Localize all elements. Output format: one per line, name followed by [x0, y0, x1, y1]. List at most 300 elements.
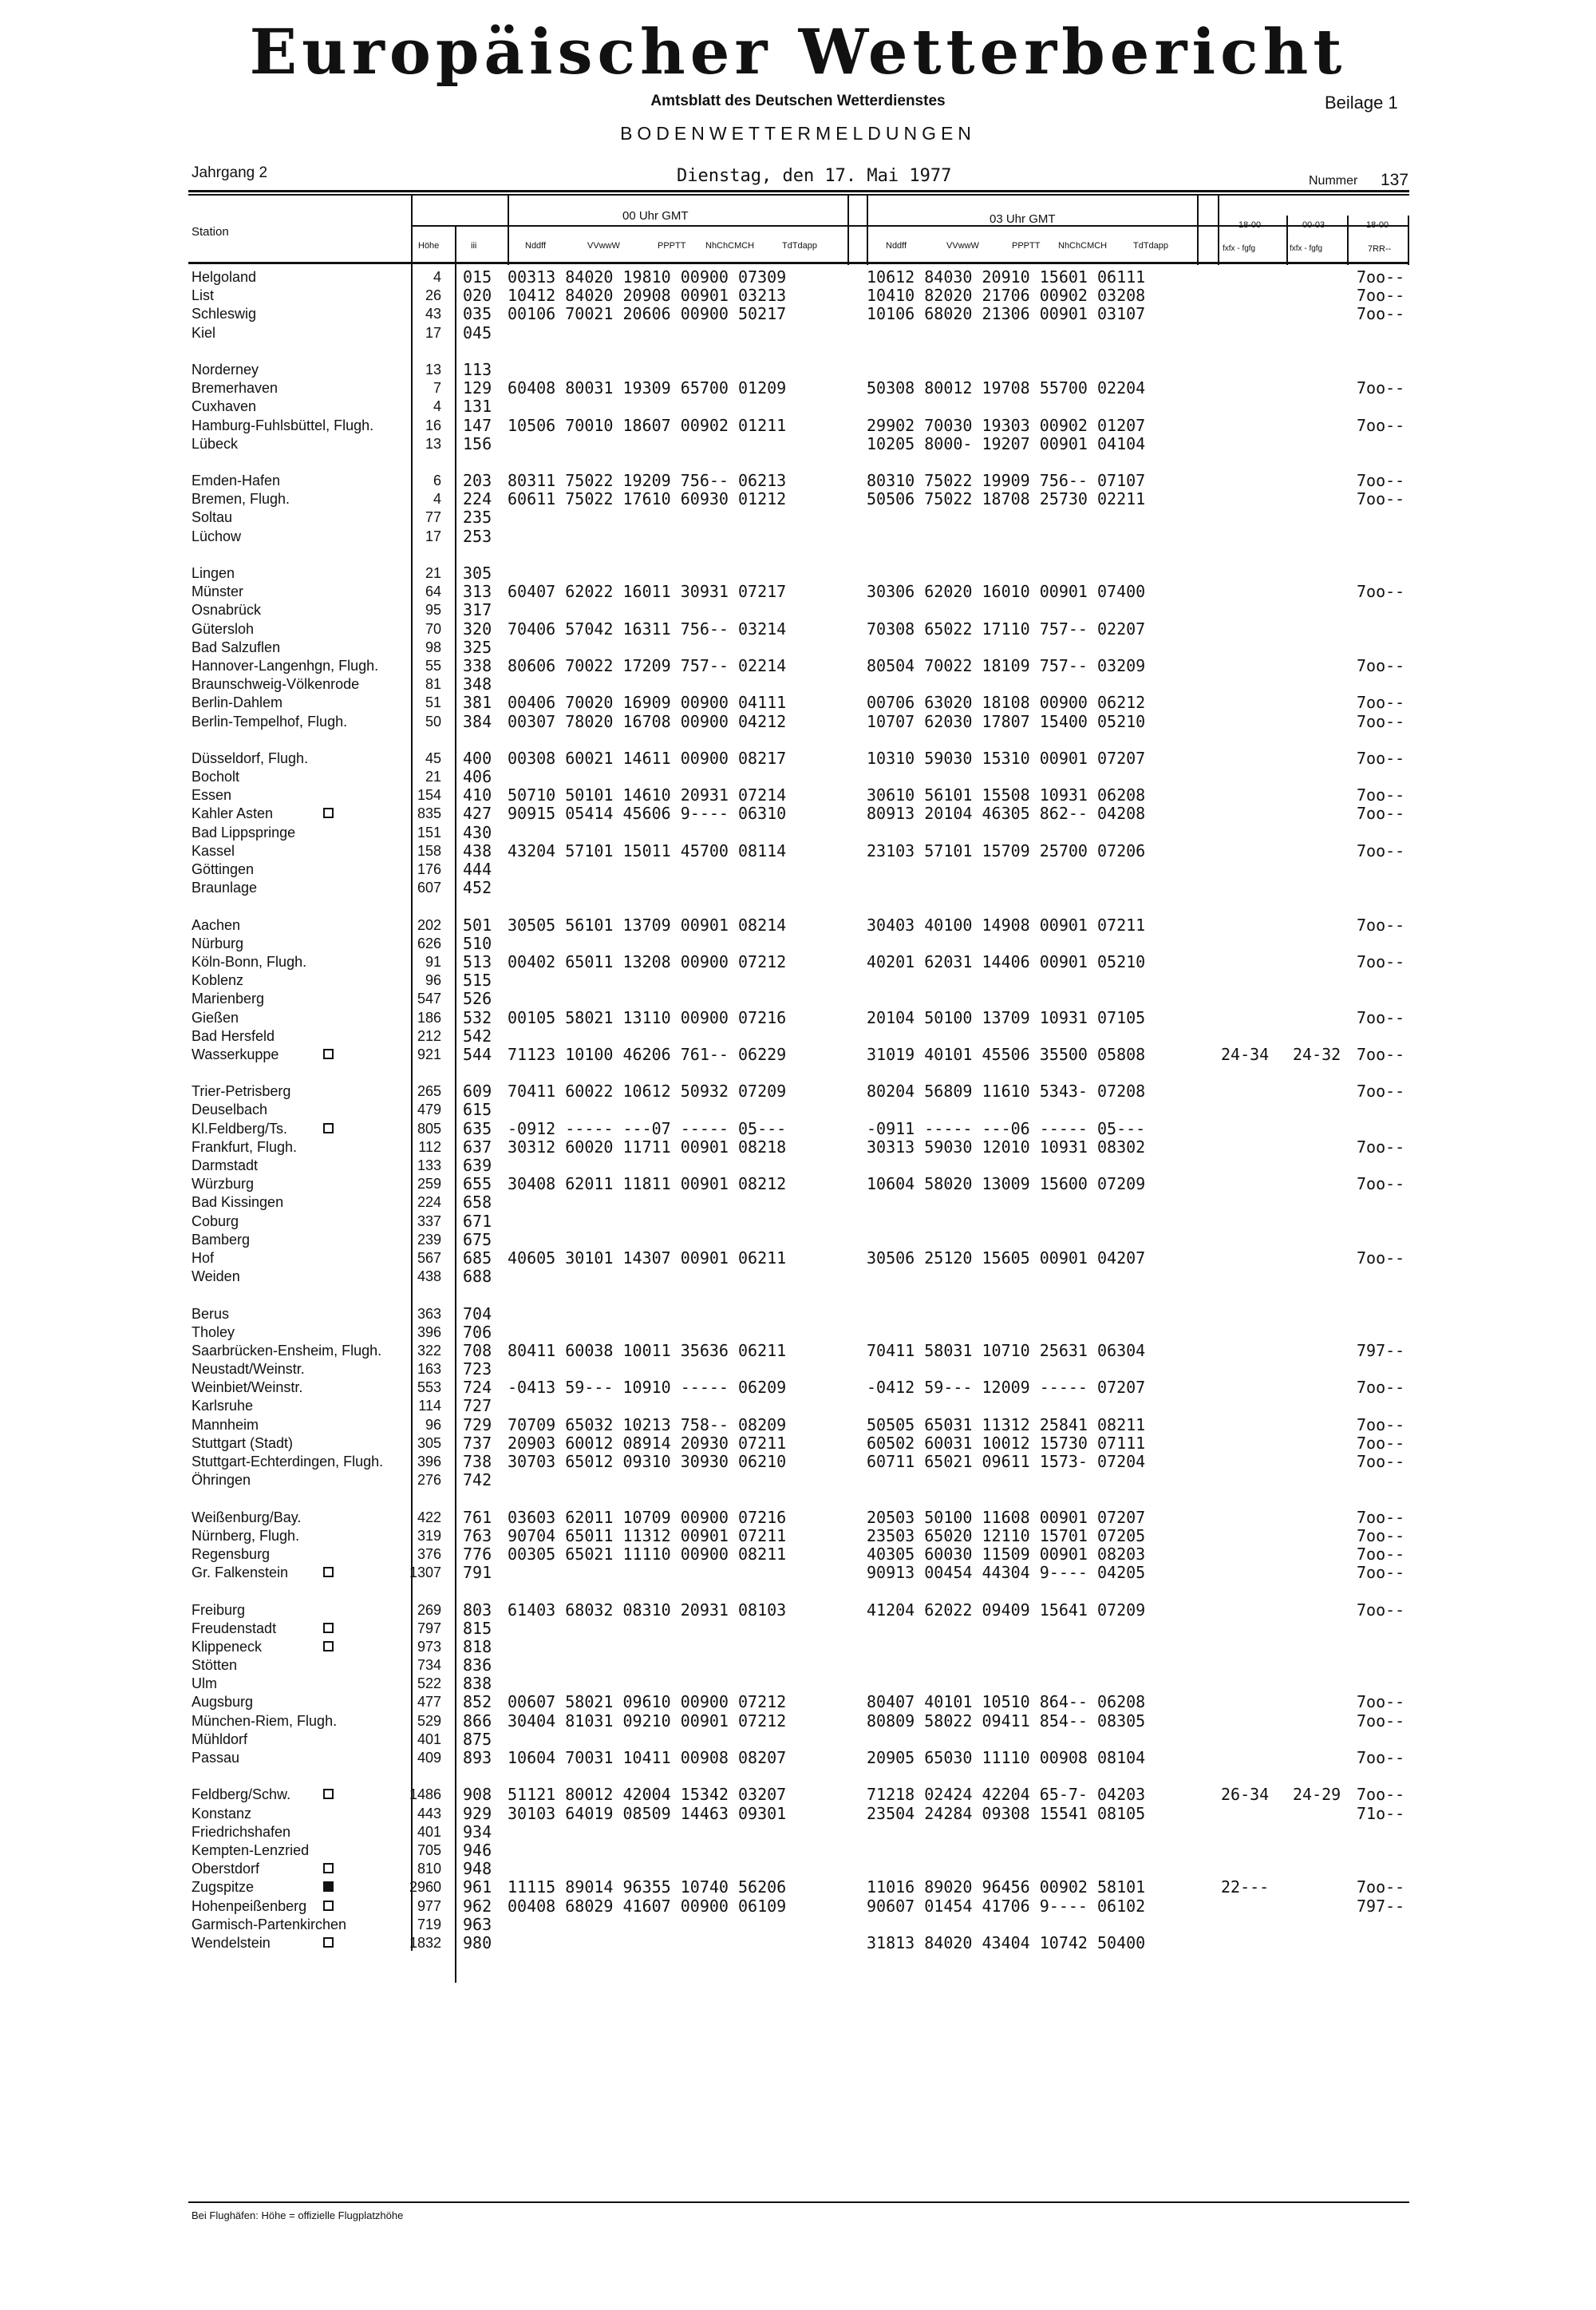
gust-b — [1293, 1434, 1357, 1453]
gust-a — [1221, 1323, 1285, 1342]
gust-a — [1221, 1231, 1285, 1249]
gust-b — [1293, 361, 1357, 379]
station-iii: 406 — [463, 768, 492, 787]
gust-a — [1221, 1360, 1285, 1378]
station-hoehe: 305 — [417, 1434, 441, 1451]
obs-03 — [867, 1212, 1202, 1231]
station-hoehe — [403, 731, 441, 750]
gust-a — [1221, 1453, 1285, 1471]
station-iii: 866 — [463, 1711, 492, 1731]
obs-00 — [508, 1823, 851, 1841]
precip — [1357, 546, 1428, 564]
station-name: Stuttgart (Stadt) — [192, 1434, 294, 1451]
gust-a — [1221, 1120, 1285, 1138]
station-hoehe: 567 — [417, 1249, 441, 1266]
gust-a — [1221, 324, 1285, 342]
col-nddff: Nddff — [525, 241, 547, 251]
station-hoehe: 13 — [425, 361, 441, 378]
precip — [1357, 1582, 1428, 1600]
gust-a — [1221, 1193, 1285, 1212]
obs-03 — [867, 971, 1202, 990]
station-iii: 384 — [463, 712, 492, 731]
obs-03-column — [867, 268, 1202, 1952]
obs-00 — [508, 1656, 851, 1675]
station-hoehe: 921 — [417, 1046, 441, 1062]
station-iii: 317 — [463, 601, 492, 620]
obs-00 — [508, 361, 851, 379]
station-name: Passau — [192, 1750, 240, 1766]
gust-b — [1293, 990, 1357, 1008]
station-iii: 763 — [463, 1526, 492, 1545]
gust-b — [1293, 713, 1357, 731]
col-18-00: 18-00 — [1238, 220, 1262, 230]
gust-b — [1293, 1582, 1357, 1600]
station-hoehe: 553 — [417, 1379, 441, 1396]
station-iii: 893 — [463, 1749, 492, 1767]
station-iii: 338 — [463, 656, 492, 675]
station-iii: 020 — [463, 287, 492, 306]
station-iii: 035 — [463, 305, 492, 324]
obs-03: -0412 59--- 12009 ----- 07207 — [867, 1378, 1146, 1398]
station-hoehe: 4 — [433, 269, 441, 285]
obs-00 — [508, 398, 851, 416]
gust-00-03-column — [1293, 268, 1357, 1952]
obs-00: 00408 68029 41607 00900 06109 — [508, 1897, 787, 1916]
station-hoehe: 1307 — [409, 1564, 441, 1581]
subtitle: Amtsblatt des Deutschen Wetterdienstes — [650, 93, 946, 109]
gust-a — [1221, 694, 1285, 712]
station-iii: 875 — [463, 1730, 492, 1749]
obs-00 — [508, 1305, 851, 1323]
obs-00: 90704 65011 11312 00901 07211 — [508, 1526, 787, 1545]
precip: 7oo-- — [1357, 1248, 1405, 1268]
station-name: Oberstdorf — [192, 1860, 431, 1878]
rule — [188, 2201, 1409, 2203]
station-name — [192, 342, 431, 361]
station-iii: 761 — [463, 1508, 492, 1527]
obs-00: 30312 60020 11711 00901 08218 — [508, 1137, 787, 1157]
station-name: Koblenz — [192, 972, 244, 989]
station-hoehe: 45 — [425, 750, 441, 766]
station-name: Helgoland — [192, 269, 257, 285]
obs-00 — [508, 1564, 851, 1582]
station-name — [192, 897, 431, 916]
station-iii: 727 — [463, 1397, 492, 1416]
station-hoehe: 265 — [417, 1083, 441, 1100]
precip: 7oo-- — [1357, 1786, 1405, 1805]
gust-b — [1293, 1101, 1357, 1119]
obs-00: 03603 62011 10709 00900 07216 — [508, 1508, 787, 1527]
gust-b — [1293, 1675, 1357, 1693]
obs-00 — [508, 860, 851, 879]
station-hoehe: 151 — [417, 824, 441, 841]
gust-a — [1221, 1268, 1285, 1286]
obs-03 — [867, 675, 1202, 694]
precip — [1357, 453, 1428, 472]
station-name: Bremen, Flugh. — [192, 491, 290, 508]
station-iii: 818 — [463, 1637, 492, 1656]
precip: 7oo-- — [1357, 416, 1405, 435]
gust-b — [1293, 1064, 1357, 1082]
station-hoehe: 4 — [433, 398, 441, 415]
station-iii: 532 — [463, 1008, 492, 1027]
station-name: Köln-Bonn, Flugh. — [192, 953, 307, 970]
obs-00 — [508, 1767, 851, 1786]
station-hoehe — [403, 1489, 441, 1508]
gust-b — [1293, 546, 1357, 564]
station-hoehe: 1832 — [409, 1934, 441, 1951]
gust-a — [1221, 1249, 1285, 1268]
station-hoehe: 98 — [425, 639, 441, 655]
station-iii: 980 — [463, 1933, 492, 1952]
station-hoehe: 50 — [425, 713, 441, 730]
station-iii — [463, 1064, 511, 1082]
obs-00 — [508, 1582, 851, 1600]
gust-a — [1221, 1212, 1285, 1231]
gust-b — [1293, 1175, 1357, 1193]
obs-03 — [867, 564, 1202, 583]
station-hoehe: 401 — [417, 1731, 441, 1747]
station-name: Kiel — [192, 324, 216, 341]
gust-b — [1293, 953, 1357, 971]
station-name: Weiden — [192, 1268, 240, 1285]
precip — [1357, 435, 1428, 453]
obs-03: 90913 00454 44304 9---- 04205 — [867, 1564, 1146, 1583]
station-name: Kl.Feldberg/Ts. — [192, 1120, 431, 1138]
obs-00 — [508, 1489, 851, 1508]
gust-b — [1293, 1027, 1357, 1046]
obs-03: 50505 65031 11312 25841 08211 — [867, 1415, 1146, 1434]
precip: 7oo-- — [1357, 1082, 1405, 1102]
rule — [1197, 195, 1199, 265]
obs-03 — [867, 1268, 1202, 1286]
station-name — [192, 1767, 431, 1786]
station-name — [192, 546, 431, 564]
station-iii: 948 — [463, 1860, 492, 1879]
station-hoehe: 438 — [417, 1268, 441, 1285]
precip: 7oo-- — [1357, 1137, 1405, 1157]
obs-03 — [867, 398, 1202, 416]
station-hoehe: 163 — [417, 1361, 441, 1378]
station-name: Lüchow — [192, 528, 242, 544]
obs-03: 80310 75022 19909 756-- 07107 — [867, 472, 1146, 491]
obs-00: 40605 30101 14307 00901 06211 — [508, 1248, 787, 1268]
gust-b — [1293, 1286, 1357, 1304]
square-icon — [323, 1901, 334, 1911]
gust-a — [1221, 379, 1285, 398]
gust-b — [1293, 1823, 1357, 1841]
gust-b — [1293, 786, 1357, 805]
gust-a — [1221, 472, 1285, 490]
station-iii: 742 — [463, 1471, 492, 1490]
precip — [1357, 990, 1428, 1008]
station-hoehe: 607 — [417, 880, 441, 896]
gust-a — [1221, 583, 1285, 601]
gust-b — [1293, 1805, 1357, 1823]
obs-00: 60407 62022 16011 30931 07217 — [508, 583, 787, 602]
obs-00: 00308 60021 14611 00900 08217 — [508, 749, 787, 768]
col-fxfx-a: fxfx - fgfg — [1223, 244, 1256, 253]
col-00-03: 00-03 — [1302, 220, 1325, 230]
station-name: List — [192, 287, 215, 304]
rule — [1218, 195, 1219, 265]
station-iii: 305 — [463, 564, 492, 583]
station-hoehe — [403, 1064, 441, 1082]
station-name: Öhringen — [192, 1472, 251, 1489]
station-iii: 852 — [463, 1693, 492, 1712]
precip — [1357, 564, 1428, 583]
gust-a — [1221, 1916, 1285, 1934]
gust-a — [1221, 1897, 1285, 1916]
square-icon — [323, 808, 334, 818]
gust-b — [1293, 1231, 1357, 1249]
station-hoehe: 977 — [417, 1897, 441, 1914]
gust-b — [1293, 379, 1357, 398]
station-name: Düsseldorf, Flugh. — [192, 750, 309, 766]
precip: 7oo-- — [1357, 1175, 1405, 1194]
gust-b — [1293, 287, 1357, 305]
station-name: Schleswig — [192, 306, 257, 322]
station-iii: 704 — [463, 1304, 492, 1323]
station-iii: 671 — [463, 1212, 492, 1231]
station-name: Aachen — [192, 916, 241, 933]
station-hoehe: 805 — [417, 1120, 441, 1137]
gust-b — [1293, 528, 1357, 546]
station-iii: 706 — [463, 1323, 492, 1342]
gust-a — [1221, 528, 1285, 546]
obs-03 — [867, 528, 1202, 546]
obs-03: 40201 62031 14406 00901 05210 — [867, 952, 1146, 971]
obs-00 — [508, 971, 851, 990]
station-name: Gütersloh — [192, 620, 255, 637]
gust-b — [1293, 305, 1357, 323]
rule — [188, 262, 1409, 264]
precip: 7oo-- — [1357, 1600, 1405, 1620]
gust-a — [1221, 1009, 1285, 1027]
precip — [1357, 1323, 1428, 1342]
gust-b — [1293, 1712, 1357, 1731]
station-iii: 015 — [463, 268, 492, 287]
col-iii: iii — [471, 241, 477, 251]
col-ppptt: PPPTT — [658, 241, 686, 251]
precip — [1357, 1268, 1428, 1286]
obs-03 — [867, 1638, 1202, 1656]
gust-a — [1221, 490, 1285, 508]
station-name: Nürnberg, Flugh. — [192, 1527, 300, 1544]
station-hoehe: 21 — [425, 565, 441, 581]
station-name — [192, 1582, 431, 1600]
station-name: München-Riem, Flugh. — [192, 1712, 338, 1729]
obs-03 — [867, 897, 1202, 916]
station-hoehe: 202 — [417, 916, 441, 933]
gust-a — [1221, 1620, 1285, 1638]
gust-a — [1221, 1138, 1285, 1157]
obs-03: 10310 59030 15310 00901 07207 — [867, 749, 1146, 768]
col-18-00-b: 18-00 — [1366, 220, 1389, 230]
obs-00: 30404 81031 09210 00901 07212 — [508, 1711, 787, 1731]
station-iii — [463, 546, 511, 564]
station-name: Nürburg — [192, 935, 244, 951]
obs-00 — [508, 1064, 851, 1082]
gust-a — [1221, 675, 1285, 694]
gust-a — [1221, 398, 1285, 416]
gust-18-00-column — [1221, 268, 1285, 1952]
precip: 797-- — [1357, 1897, 1405, 1916]
station-name — [192, 1489, 431, 1508]
station-name — [192, 1286, 431, 1304]
station-hoehe: 2960 — [409, 1879, 441, 1896]
gust-b — [1293, 268, 1357, 287]
station-name: Friedrichshafen — [192, 1823, 291, 1840]
station-iii: 430 — [463, 823, 492, 842]
col-7rr: 7RR-- — [1368, 244, 1392, 254]
station-hoehe: 13 — [425, 435, 441, 452]
precip — [1357, 1397, 1428, 1415]
station-hoehe: 176 — [417, 861, 441, 877]
station-hoehe: 21 — [425, 769, 441, 785]
station-name: Braunschweig-Völkenrode — [192, 676, 360, 693]
obs-03: 10707 62030 17807 15400 05210 — [867, 712, 1146, 731]
obs-03: 30506 25120 15605 00901 04207 — [867, 1248, 1146, 1268]
gust-b — [1293, 731, 1357, 750]
precip — [1357, 1471, 1428, 1489]
obs-03: 50506 75022 18708 25730 02211 — [867, 490, 1146, 509]
station-name: Berus — [192, 1305, 230, 1322]
station-hoehe: 55 — [425, 657, 441, 674]
precip — [1357, 1916, 1428, 1934]
obs-00 — [508, 675, 851, 694]
obs-03: 71218 02424 42204 65-7- 04203 — [867, 1786, 1146, 1805]
obs-03: 23103 57101 15709 25700 07206 — [867, 841, 1146, 860]
station-iii — [463, 453, 511, 472]
gust-b: 24-29 — [1293, 1786, 1341, 1805]
precip: 7oo-- — [1357, 952, 1405, 971]
station-iii: 635 — [463, 1119, 492, 1138]
obs-00: 61403 68032 08310 20931 08103 — [508, 1600, 787, 1620]
obs-00: 10604 70031 10411 00908 08207 — [508, 1749, 787, 1767]
col-clouds-03: NhChCMCH — [1058, 241, 1108, 251]
station-name: Hannover-Langenhgn, Flugh. — [192, 657, 379, 674]
obs-03: 30313 59030 12010 10931 08302 — [867, 1137, 1146, 1157]
obs-00 — [508, 601, 851, 619]
obs-03 — [867, 1101, 1202, 1119]
precip: 7oo-- — [1357, 916, 1405, 935]
precip — [1357, 528, 1428, 546]
station-iii: 313 — [463, 583, 492, 602]
obs-00 — [508, 564, 851, 583]
station-iii: 400 — [463, 749, 492, 768]
rule — [188, 190, 1409, 192]
precip: 7oo-- — [1357, 305, 1405, 324]
obs-00 — [508, 1231, 851, 1249]
gust-b — [1293, 1693, 1357, 1711]
gust-b — [1293, 1620, 1357, 1638]
obs-03 — [867, 324, 1202, 342]
gust-a — [1221, 287, 1285, 305]
obs-00: 90915 05414 45606 9---- 06310 — [508, 805, 787, 824]
station-iii: 224 — [463, 490, 492, 509]
col-temp-03: TdTdapp — [1133, 241, 1169, 251]
precip — [1357, 1305, 1428, 1323]
station-hoehe: 626 — [417, 935, 441, 951]
precip — [1357, 1120, 1428, 1138]
station-name: Bamberg — [192, 1231, 251, 1248]
station-name: Frankfurt, Flugh. — [192, 1138, 298, 1155]
station-name: Trier-Petrisberg — [192, 1083, 291, 1100]
rule — [188, 194, 1409, 196]
obs-00 — [508, 1323, 851, 1342]
station-name: Mannheim — [192, 1416, 259, 1433]
station-hoehe: 4 — [433, 491, 441, 508]
square-icon — [323, 1623, 334, 1633]
precip: 7oo-- — [1357, 268, 1405, 287]
obs-00: 00406 70020 16909 00900 04111 — [508, 694, 787, 713]
obs-03: 40305 60030 11509 00901 08203 — [867, 1545, 1146, 1564]
station-hoehe: 77 — [425, 509, 441, 526]
obs-00 — [508, 824, 851, 842]
gust-b — [1293, 879, 1357, 897]
obs-00: 80606 70022 17209 757-- 02214 — [508, 656, 787, 675]
gust-b — [1293, 1564, 1357, 1582]
gust-a — [1221, 639, 1285, 657]
obs-03 — [867, 1620, 1202, 1638]
station-name: Lübeck — [192, 435, 239, 452]
gust-b — [1293, 1638, 1357, 1656]
station-iii: 147 — [463, 416, 492, 435]
precip — [1357, 768, 1428, 786]
gust-b — [1293, 1009, 1357, 1027]
precip — [1357, 398, 1428, 416]
gust-b — [1293, 1527, 1357, 1545]
gust-b — [1293, 620, 1357, 639]
obs-03: 23503 65020 12110 15701 07205 — [867, 1526, 1146, 1545]
gust-b — [1293, 1268, 1357, 1286]
gust-b — [1293, 1731, 1357, 1749]
obs-03 — [867, 1656, 1202, 1675]
gust-a — [1221, 1582, 1285, 1600]
gust-b: 24-32 — [1293, 1045, 1341, 1064]
obs-03: 80809 58022 09411 854-- 08305 — [867, 1711, 1146, 1731]
col-temp: TdTdapp — [782, 241, 818, 251]
gust-a — [1221, 990, 1285, 1008]
gust-b — [1293, 1157, 1357, 1175]
obs-03 — [867, 1231, 1202, 1249]
precip: 7oo-- — [1357, 1508, 1405, 1527]
station-hoehe: 16 — [425, 417, 441, 433]
station-hoehe: 26 — [425, 287, 441, 304]
station-name: Braunlage — [192, 880, 258, 896]
gust-b — [1293, 1545, 1357, 1564]
station-iii — [463, 731, 511, 750]
col-00gmt: 00 Uhr GMT — [622, 209, 689, 223]
gust-a — [1221, 1805, 1285, 1823]
obs-00: 10412 84020 20908 00901 03213 — [508, 287, 787, 306]
station-hoehe: 112 — [418, 1138, 441, 1155]
station-iii: 639 — [463, 1157, 492, 1175]
station-iii: 723 — [463, 1360, 492, 1379]
precip: 7oo-- — [1357, 1453, 1405, 1471]
station-hoehe: 91 — [425, 953, 441, 970]
gust-b — [1293, 1860, 1357, 1878]
obs-00: 30103 64019 08509 14463 09301 — [508, 1804, 787, 1823]
obs-03: 10612 84030 20910 15601 06111 — [867, 268, 1146, 287]
precip: 7oo-- — [1357, 712, 1405, 731]
station-hoehe: 422 — [417, 1509, 441, 1525]
obs-00 — [508, 1471, 851, 1489]
station-hoehe: 396 — [417, 1323, 441, 1340]
precip: 7oo-- — [1357, 1526, 1405, 1545]
station-name: Hamburg-Fuhlsbüttel, Flugh. — [192, 417, 374, 433]
